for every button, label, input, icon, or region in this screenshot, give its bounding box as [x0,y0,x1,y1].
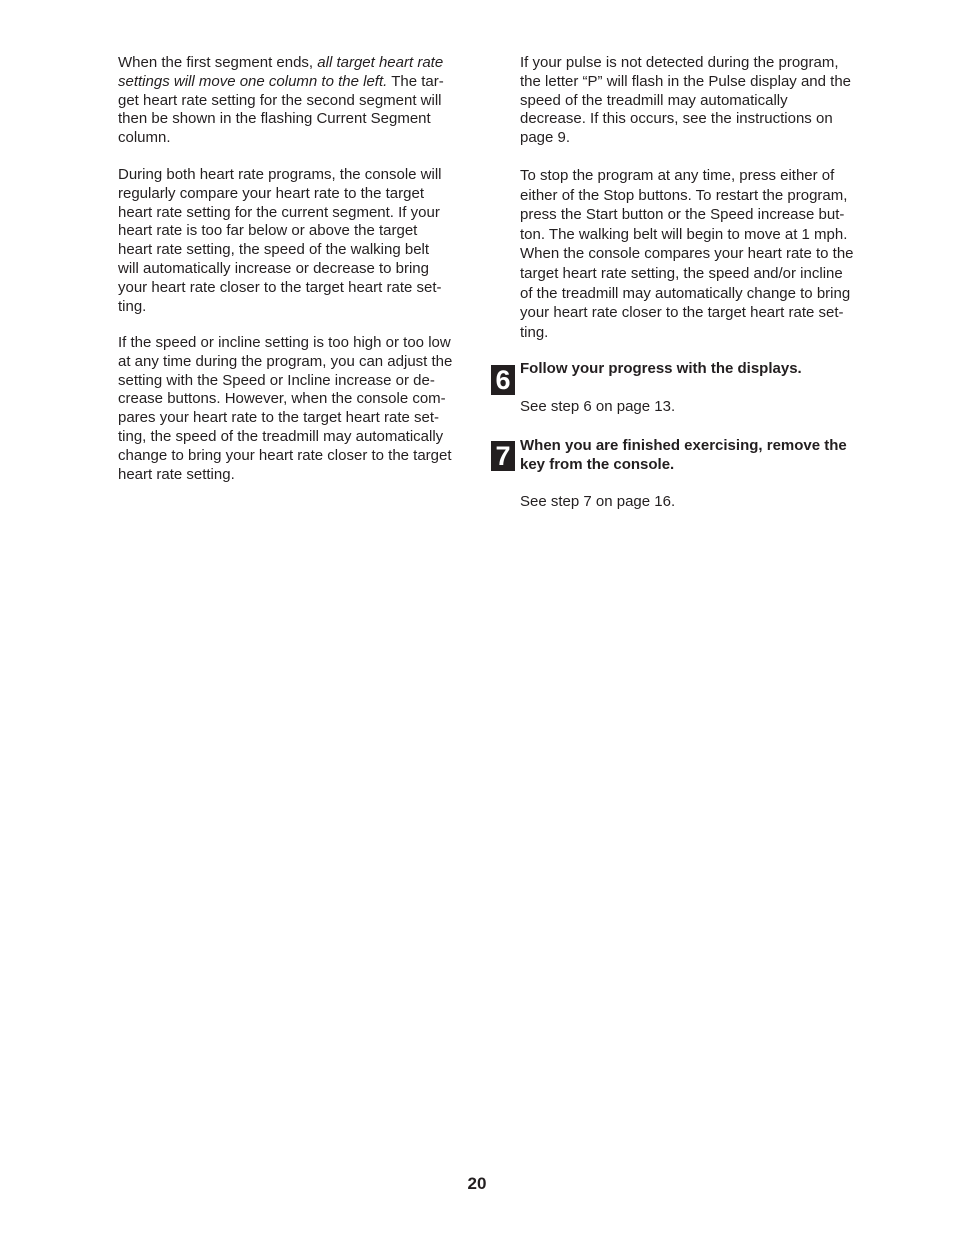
text-line: ting, the speed of the treadmill may automatically [118,427,444,445]
text-line: then be shown in the flashing Current Segment [118,110,431,128]
step-6-number-badge: 6 [491,365,515,395]
text-line: regularly compare your heart rate to the target [118,184,424,202]
text-line: During both heart rate programs, the console will [118,166,442,183]
text-line: target heart rate setting, the speed and/or incline [520,264,843,282]
text-line: column. [118,129,171,147]
text-line [118,73,444,92]
text-span: The tar- [387,72,444,90]
paragraph-first-segment [118,54,444,148]
text-line: your heart rate closer to the target heart rate set- [118,278,442,296]
italic-text: all target heart rate [317,54,444,71]
text-line: heart rate setting for the current segment. If your [118,203,440,221]
text-line: change to bring your heart rate closer to the target [118,446,452,464]
text-line: heart rate setting. [118,465,235,483]
text-line: If your pulse is not detected during the program, [520,54,839,71]
italic-text: settings will move one column to the left. [118,72,388,90]
text-line: will automatically increase or decrease to bring [118,259,429,277]
text-line: When the console compares your heart rate to the [520,245,854,263]
text-line [118,54,444,73]
text-line: decrease. If this occurs, see the instructions on [520,110,833,128]
paragraph-pulse-not-detected [520,54,851,148]
text-line: press the Start button or the Speed increase but- [520,206,845,224]
text-line: ting. [520,323,549,341]
text-line: page 9. [520,129,571,147]
step-7-heading-line-2: key from the console. [520,456,675,473]
text-line: pares your heart rate to the target heart rate set- [118,409,440,427]
step-6-body: See step 6 on page 13. [520,398,676,415]
paragraph-heart-rate-programs [118,166,442,316]
text-line: at any time during the program, you can adjust the [118,352,453,370]
text-line: the letter “P” will flash in the Pulse display and the [520,72,852,90]
text-line: speed of the treadmill may automatically [520,91,788,109]
text-line: get heart rate setting for the second segment will [118,91,442,109]
text-line: ting. [118,297,147,315]
text-line: heart rate setting, the speed of the walking belt [118,241,430,259]
text-line: To stop the program at any time, press either of [520,167,835,184]
step-7-heading-line-1: When you are finished exercising, remove the [520,437,847,454]
page-number: 20 [467,1174,487,1193]
step-7-body: See step 7 on page 16. [520,493,676,510]
paragraph-stop-program [520,167,854,343]
text-span: When the first segment ends, [118,54,318,71]
text-line: of the treadmill may automatically change to bring [520,284,851,302]
paragraph-speed-incline [118,334,452,484]
text-line: crease buttons. However, when the console com- [118,390,446,408]
text-line: setting with the Speed or Incline increase or de- [118,371,435,389]
text-line: heart rate is too far below or above the target [118,222,418,240]
step-6-heading: Follow your progress with the displays. [520,360,802,377]
step-7-number-badge: 7 [491,441,515,471]
text-line: ton. The walking belt will begin to move at 1 mph. [520,225,848,243]
text-line: either of the Stop buttons. To restart the program, [520,186,848,204]
text-line: your heart rate closer to the target heart rate set- [520,304,844,322]
text-line: If the speed or incline setting is too high or too low [118,334,451,351]
